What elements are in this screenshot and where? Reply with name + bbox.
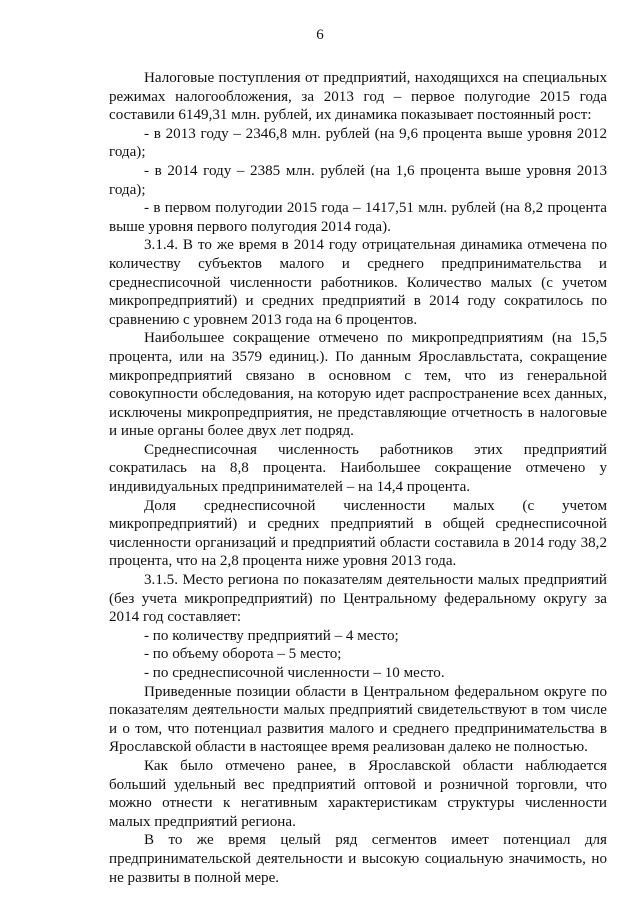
paragraph-positions: Приведенные позиции области в Центральном федеральном округе по показателям деятельности малых предприятий свидетельствуют в том числе и о том, что потенциал развития малого и среднего предпринимательства в Ярославской области в настоящее время реализован далеко не полностью. <box>109 683 607 756</box>
list-item-2015-half: - в первом полугодии 2015 года – 1417,51 млн. рублей (на 8,2 процента выше уровня первого полугодия 2014 года). <box>109 200 607 235</box>
paragraph-micro-enterprises: Наибольшее сокращение отмечено по микропредприятиям (на 15,5 процента, или на 3579 единиц.). По данным Ярославльстата, сокращение микропредприятий связано в основном с тем, что из генеральной совокупности обследования, на которую идет распространение всех данных, исключены микропредприятия, не представляющие отчетность в налоговые и иные органы более двух лет подряд. <box>109 330 607 440</box>
list-item-employees: - по среднесписочной численности – 10 место. <box>144 665 445 681</box>
page-number: 6 <box>316 27 324 43</box>
document-body <box>109 69 607 887</box>
paragraph-3-1-5: 3.1.5. Место региона по показателям деятельности малых предприятий (без учета микропредприятий) по Центральному федеральному округу за 2014 год составляет: <box>109 572 607 626</box>
paragraph-potential-segments: В то же время целый ряд сегментов имеет потенциал для предпринимательской деятельности и высокую социальную значимость, но не развиты в полной мере. <box>109 832 607 886</box>
paragraph-employment-share: Доля среднесписочной численности малых (с учетом микропредприятий) и средних предприятий в общей среднесписочной численности организаций и предприятий области составила в 2014 году 38,2 процента, что на 2,8 процента ниже уровня 2013 года. <box>109 497 607 570</box>
paragraph-tax-revenue: Налоговые поступления от предприятий, находящихся на специальных режимах налогообложения, за 2013 год – первое полугодие 2015 года составили 6149,31 млн. рублей, их динамика показывает постоянный рост: <box>109 70 607 124</box>
list-item-count: - по количеству предприятий – 4 место; <box>144 627 399 644</box>
list-item-2014: - в 2014 году – 2385 млн. рублей (на 1,6 процента выше уровня 2013 года); <box>109 162 607 198</box>
list-item-turnover: - по объему оборота – 5 место; <box>144 646 342 663</box>
paragraph-employee-count: Среднесписочная численность работников этих предприятий сократилась на 8,8 процента. Наибольшее сокращение отмечено у индивидуальных предпринимателей – на 14,4 процента. <box>109 441 607 496</box>
paragraph-3-1-4: 3.1.4. В то же время в 2014 году отрицательная динамика отмечена по количеству субъектов малого и среднего предпринимательства и среднесписочной численности работников. Количество малых (с учетом микропредприятий) и средних предприятий в 2014 году сократилось по сравнению с уровнем 2013 года на 6 процентов. <box>109 237 607 328</box>
list-item-2013: - в 2013 году – 2346,8 млн. рублей (на 9,6 процента выше уровня 2012 года); <box>109 125 607 161</box>
paragraph-trade-share: Как было отмечено ранее, в Ярославской области наблюдается больший удельный вес предприятий оптовой и розничной торговли, что можно отнести к негативным характеристикам структуры численности малых предприятий региона. <box>109 757 607 830</box>
